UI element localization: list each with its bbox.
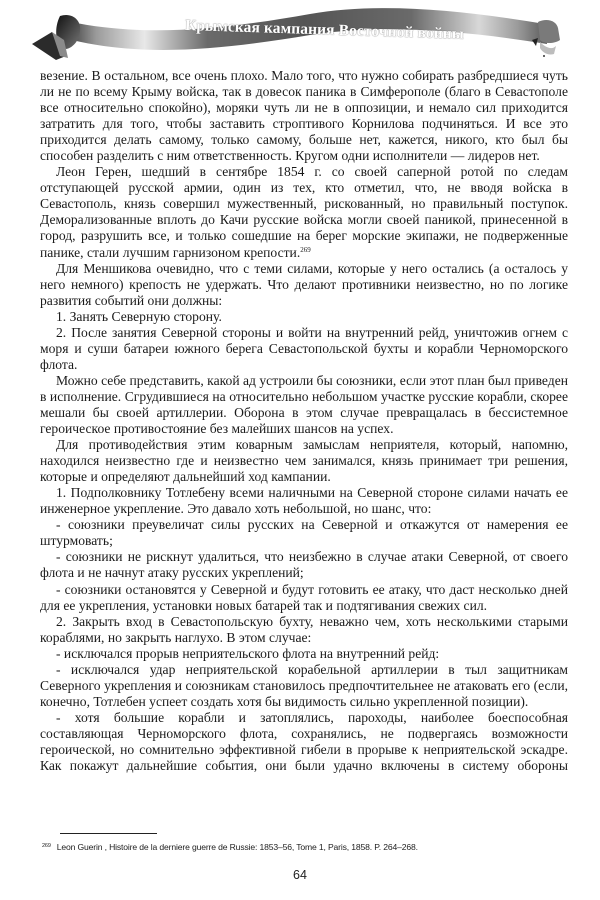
paragraph: Можно себе представить, какой ад устроили бы союзники, если этот план был приведен в исполнение. Сгрудившиеся на относительно небольшом участке русские корабли, скорее мешали бы своей артиллерии. Оборона в этом случае превращалась в бессистемное героическое противостояние без малейших шансов на успех.	[40, 372, 568, 437]
page-number: 64	[293, 868, 307, 882]
footnote-reference[interactable]: 269	[300, 245, 311, 254]
paragraph: Для Меншикова очевидно, что с теми силами, которые у него остались (а осталось у него немного) крепость не удержать. Что делают противники неизвестно, но по логике развития событий они должны:	[40, 260, 568, 308]
bullet-item: - союзники преувеличат силы русских на Северной и откажутся от намерения ее штурмовать;	[40, 517, 568, 549]
bullet-item: - хотя большие корабли и затоплялись, пароходы, наиболее боеспособная составляющая Черноморского флота, сохранялись, не подвергаясь возможности героической, но сомнительно эффективной гибели в прорыве к неприятельской эскадре. Как покажут дальнейшие события, они были удачно включены в систему обороны	[40, 709, 568, 774]
bullet-item: - союзники остановятся у Северной и будут готовить ее атаку, что даст несколько дней для ее укрепления, установки новых батарей так и подтягивания свежих сил.	[40, 581, 568, 613]
paragraph-text: Леон Герен, шедший в сентябре 1854 г. со своей саперной ротой по следам отступающей русской армии, один из тех, кто отметил, что, не вводя войска в Севастополь, князь совершил мужественный, рискованный, но правильный поступок. Деморализованные вплоть до Качи русские войска могли своей паникой, принесенной в город, разрушить все, и только сошедшие на берег морские экипажи, не подверженные панике, стали лучшим гарнизоном крепости.	[40, 164, 568, 260]
paragraph: везение. В остальном, все очень плохо. Мало того, что нужно собирать разбредшиеся чуть ли не по всему Крыму войска, так в довесок паника в Симферополе (благо в Севастополе все относительно спокойно), моряки чуть ли не в оппозиции, и немало сил приходится затратить для того, чтобы заставить строптивого Корнилова подчиняться. И все это приходится делать самому, только самому, больше нет, кажется, никого, кто был бы способен разделить с ним ответственность. Кругом одни исполнители — лидеров нет.	[40, 68, 568, 164]
ribbon-banner	[20, 0, 580, 66]
body-text	[40, 68, 568, 774]
list-item: 1. Подполковнику Тотлебену всеми наличными на Северной стороне силами начать ее инженерное укрепление. Это давало хоть небольшой, но шанс, что:	[40, 485, 568, 517]
footnote-text: Leon Guerin , Histoire de la derniere guerre de Russie: 1853–56, Tome 1, Paris, 1858. P. 264–268.	[56, 842, 418, 852]
paragraph: Для противодействия этим коварным замыслам неприятеля, который, напомню, находился неизвестно где и неизвестно чем занимался, князь принимает три решения, которые и определяют дальнейший ход кампании.	[40, 437, 568, 485]
footnote-number: 269	[42, 843, 51, 849]
list-item: 2. Закрыть вход в Севастопольскую бухту, неважно чем, хоть несколькими старыми кораблями, но закрыть наглухо. В этом случае:	[40, 613, 568, 645]
footnote-divider	[60, 833, 157, 834]
footnote	[42, 842, 572, 852]
list-item: 2. После занятия Северной стороны и войти на внутренний рейд, уничтожив огнем с моря и суши батареи южного берега Севастопольской бухты и корабли Черноморского флота.	[40, 324, 568, 372]
paragraph	[40, 164, 568, 260]
bullet-item: - союзники не рискнут удалиться, что неизбежно в случае атаки Северной, от своего флота и не начнут атаку русских укреплений;	[40, 549, 568, 581]
bullet-item: - исключался удар неприятельской корабельной артиллерии в тыл защитникам Северного укрепления и союзникам становилось предпочтительнее не атаковать его (если, конечно, Тотлебен успеет создать хотя бы видимость сильно укрепленной позиции).	[40, 661, 568, 709]
list-item: 1. Занять Северную сторону.	[56, 308, 222, 324]
running-title: Крымская кампания Восточной войны	[184, 17, 465, 43]
bullet-item: - исключался прорыв неприятельского флота на внутренний рейд:	[56, 645, 440, 661]
